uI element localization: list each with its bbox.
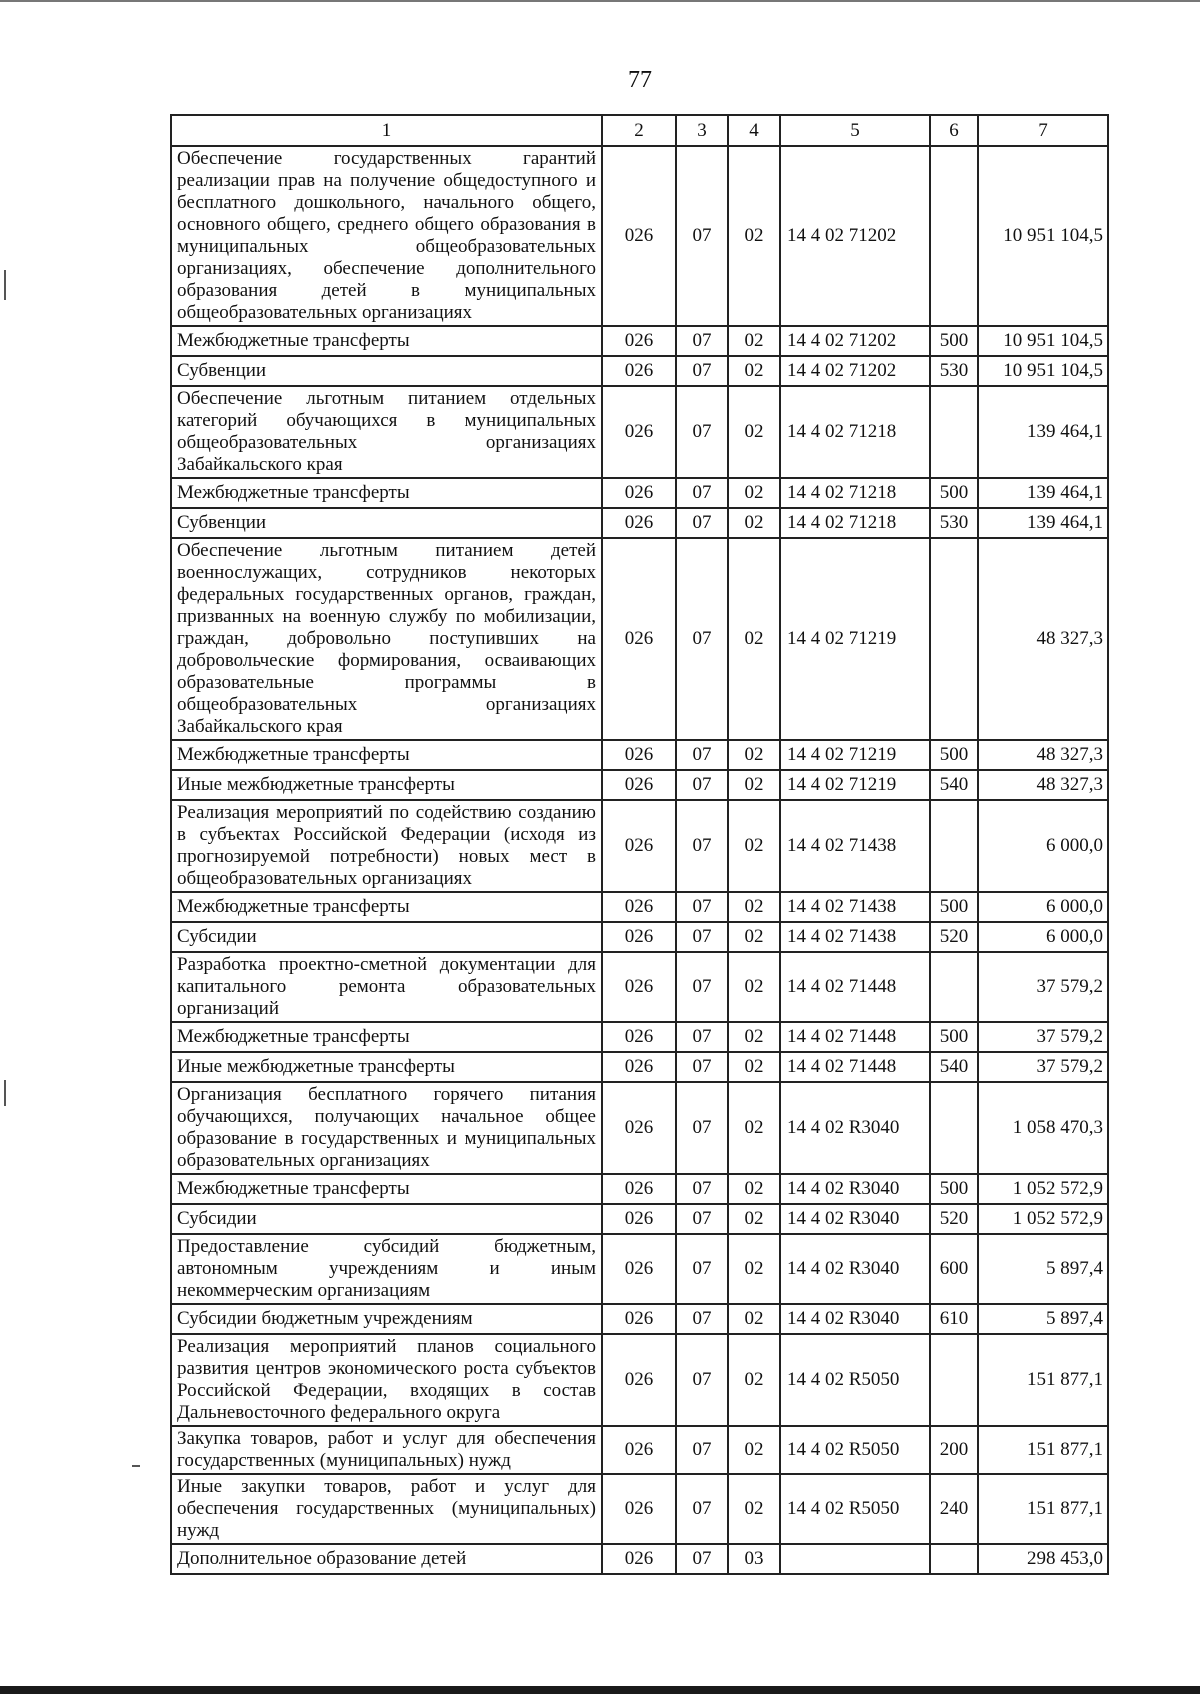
row-name-cell: Дополнительное образование детей <box>171 1544 602 1574</box>
expense-type-cell: 600 <box>930 1234 978 1304</box>
row-name-cell: Предоставление субсидий бюджетным, автономным учреждениям и иным некоммерческим организациям <box>171 1234 602 1304</box>
table-row <box>171 538 1108 740</box>
expense-type-cell: 530 <box>930 356 978 386</box>
section-code-cell: 07 <box>676 356 728 386</box>
ministry-code-cell: 026 <box>602 1052 676 1082</box>
ministry-code-cell: 026 <box>602 508 676 538</box>
row-name-cell: Межбюджетные трансферты <box>171 478 602 508</box>
amount-cell: 151 877,1 <box>978 1334 1108 1426</box>
expense-type-cell: 530 <box>930 508 978 538</box>
ministry-code-cell: 026 <box>602 1204 676 1234</box>
subsection-code-cell: 02 <box>728 1426 780 1474</box>
expense-type-cell: 200 <box>930 1426 978 1474</box>
section-code-cell: 07 <box>676 508 728 538</box>
table-row <box>171 478 1108 508</box>
target-article-cell: 14 4 02 71218 <box>780 508 930 538</box>
amount-cell: 48 327,3 <box>978 770 1108 800</box>
header-cell-6: 6 <box>930 115 978 146</box>
table-row <box>171 1204 1108 1234</box>
row-name-cell: Обеспечение льготным питанием детей военнослужащих, сотрудников некоторых федеральных государственных органов, граждан, призванных на военную службу по мобилизации, граждан, добровольно поступивших на добровольческие формирования, осваивающих образовательные программы в общеобразовательных организациях Забайкальского края <box>171 538 602 740</box>
target-article-cell: 14 4 02 R3040 <box>780 1174 930 1204</box>
subsection-code-cell: 02 <box>728 1334 780 1426</box>
ministry-code-cell: 026 <box>602 1304 676 1334</box>
target-article-cell: 14 4 02 71438 <box>780 800 930 892</box>
row-name-cell: Иные закупки товаров, работ и услуг для обеспечения государственных (муниципальных) нужд <box>171 1474 602 1544</box>
expense-type-cell: 500 <box>930 478 978 508</box>
table-row <box>171 800 1108 892</box>
target-article-cell: 14 4 02 71202 <box>780 146 930 326</box>
header-cell-2: 2 <box>602 115 676 146</box>
amount-cell: 139 464,1 <box>978 386 1108 478</box>
subsection-code-cell: 02 <box>728 386 780 478</box>
amount-cell: 6 000,0 <box>978 922 1108 952</box>
expense-type-cell: 520 <box>930 1204 978 1234</box>
header-cell-4: 4 <box>728 115 780 146</box>
amount-cell: 37 579,2 <box>978 1052 1108 1082</box>
target-article-cell: 14 4 02 71448 <box>780 1022 930 1052</box>
row-name-cell: Иные межбюджетные трансферты <box>171 1052 602 1082</box>
target-article-cell: 14 4 02 R3040 <box>780 1304 930 1334</box>
subsection-code-cell: 02 <box>728 1174 780 1204</box>
section-code-cell: 07 <box>676 1052 728 1082</box>
section-code-cell: 07 <box>676 1022 728 1052</box>
expense-type-cell: 610 <box>930 1304 978 1334</box>
amount-cell: 139 464,1 <box>978 508 1108 538</box>
table-row <box>171 386 1108 478</box>
bottom-border <box>0 1686 1200 1694</box>
subsection-code-cell: 02 <box>728 1022 780 1052</box>
target-article-cell <box>780 1544 930 1574</box>
table-row <box>171 146 1108 326</box>
table-row <box>171 952 1108 1022</box>
expense-type-cell: 500 <box>930 740 978 770</box>
subsection-code-cell: 02 <box>728 1204 780 1234</box>
target-article-cell: 14 4 02 R5050 <box>780 1474 930 1544</box>
expense-type-cell: 500 <box>930 1174 978 1204</box>
section-code-cell: 07 <box>676 1204 728 1234</box>
expense-type-cell <box>930 800 978 892</box>
header-cell-7: 7 <box>978 115 1108 146</box>
section-code-cell: 07 <box>676 800 728 892</box>
subsection-code-cell: 02 <box>728 1052 780 1082</box>
section-code-cell: 07 <box>676 1304 728 1334</box>
table-row <box>171 1304 1108 1334</box>
ministry-code-cell: 026 <box>602 1174 676 1204</box>
table-row <box>171 740 1108 770</box>
row-name-cell: Субвенции <box>171 508 602 538</box>
target-article-cell: 14 4 02 71218 <box>780 386 930 478</box>
subsection-code-cell: 02 <box>728 146 780 326</box>
amount-cell: 10 951 104,5 <box>978 146 1108 326</box>
target-article-cell: 14 4 02 71218 <box>780 478 930 508</box>
section-code-cell: 07 <box>676 146 728 326</box>
amount-cell: 48 327,3 <box>978 740 1108 770</box>
header-cell-1: 1 <box>171 115 602 146</box>
table-row <box>171 1174 1108 1204</box>
expense-type-cell <box>930 538 978 740</box>
table-row <box>171 1082 1108 1174</box>
table-row <box>171 922 1108 952</box>
ministry-code-cell: 026 <box>602 478 676 508</box>
expense-type-cell <box>930 1334 978 1426</box>
subsection-code-cell: 02 <box>728 1234 780 1304</box>
section-code-cell: 07 <box>676 1544 728 1574</box>
subsection-code-cell: 02 <box>728 892 780 922</box>
ministry-code-cell: 026 <box>602 770 676 800</box>
expense-type-cell: 500 <box>930 326 978 356</box>
ministry-code-cell: 026 <box>602 922 676 952</box>
header-cell-3: 3 <box>676 115 728 146</box>
top-border <box>0 0 1200 2</box>
ministry-code-cell: 026 <box>602 740 676 770</box>
section-code-cell: 07 <box>676 1474 728 1544</box>
subsection-code-cell: 02 <box>728 800 780 892</box>
table-row <box>171 1234 1108 1304</box>
row-name-cell: Межбюджетные трансферты <box>171 892 602 922</box>
target-article-cell: 14 4 02 71448 <box>780 1052 930 1082</box>
amount-cell: 139 464,1 <box>978 478 1108 508</box>
target-article-cell: 14 4 02 71219 <box>780 538 930 740</box>
row-name-cell: Субсидии <box>171 1204 602 1234</box>
section-code-cell: 07 <box>676 1426 728 1474</box>
table-row <box>171 892 1108 922</box>
target-article-cell: 14 4 02 R3040 <box>780 1234 930 1304</box>
row-name-cell: Обеспечение льготным питанием отдельных категорий обучающихся в муниципальных общеобразовательных организациях Забайкальского края <box>171 386 602 478</box>
target-article-cell: 14 4 02 71202 <box>780 326 930 356</box>
subsection-code-cell: 02 <box>728 1474 780 1544</box>
table-row <box>171 508 1108 538</box>
amount-cell: 1 058 470,3 <box>978 1082 1108 1174</box>
expense-type-cell <box>930 1544 978 1574</box>
expense-type-cell <box>930 1082 978 1174</box>
ministry-code-cell: 026 <box>602 538 676 740</box>
row-name-cell: Межбюджетные трансферты <box>171 1022 602 1052</box>
target-article-cell: 14 4 02 R3040 <box>780 1204 930 1234</box>
expense-type-cell <box>930 146 978 326</box>
amount-cell: 37 579,2 <box>978 1022 1108 1052</box>
scan-mark-left-3 <box>132 1465 140 1467</box>
amount-cell: 1 052 572,9 <box>978 1204 1108 1234</box>
expense-type-cell <box>930 952 978 1022</box>
subsection-code-cell: 02 <box>728 508 780 538</box>
section-code-cell: 07 <box>676 1234 728 1304</box>
expense-type-cell: 520 <box>930 922 978 952</box>
row-name-cell: Реализация мероприятий планов социального развития центров экономического роста субъектов Российской Федерации, входящих в состав Дальневосточного федерального округа <box>171 1334 602 1426</box>
ministry-code-cell: 026 <box>602 1082 676 1174</box>
section-code-cell: 07 <box>676 740 728 770</box>
target-article-cell: 14 4 02 R5050 <box>780 1334 930 1426</box>
amount-cell: 151 877,1 <box>978 1426 1108 1474</box>
subsection-code-cell: 03 <box>728 1544 780 1574</box>
table-row <box>171 1022 1108 1052</box>
row-name-cell: Организация бесплатного горячего питания обучающихся, получающих начальное общее образование в государственных и муниципальных образовательных организациях <box>171 1082 602 1174</box>
section-code-cell: 07 <box>676 478 728 508</box>
table-row <box>171 1426 1108 1474</box>
amount-cell: 10 951 104,5 <box>978 326 1108 356</box>
section-code-cell: 07 <box>676 770 728 800</box>
section-code-cell: 07 <box>676 538 728 740</box>
table-row <box>171 770 1108 800</box>
row-name-cell: Реализация мероприятий по содействию созданию в субъектах Российской Федерации (исходя из прогнозируемой потребности) новых мест в общеобразовательных организациях <box>171 800 602 892</box>
amount-cell: 298 453,0 <box>978 1544 1108 1574</box>
row-name-cell: Иные межбюджетные трансферты <box>171 770 602 800</box>
target-article-cell: 14 4 02 71438 <box>780 892 930 922</box>
target-article-cell: 14 4 02 71219 <box>780 770 930 800</box>
subsection-code-cell: 02 <box>728 1304 780 1334</box>
expense-type-cell: 540 <box>930 770 978 800</box>
amount-cell: 6 000,0 <box>978 892 1108 922</box>
section-code-cell: 07 <box>676 386 728 478</box>
amount-cell: 37 579,2 <box>978 952 1108 1022</box>
ministry-code-cell: 026 <box>602 386 676 478</box>
amount-cell: 48 327,3 <box>978 538 1108 740</box>
subsection-code-cell: 02 <box>728 770 780 800</box>
section-code-cell: 07 <box>676 952 728 1022</box>
expense-type-cell: 500 <box>930 1022 978 1052</box>
scan-mark-left-1 <box>4 270 6 300</box>
target-article-cell: 14 4 02 71219 <box>780 740 930 770</box>
section-code-cell: 07 <box>676 1334 728 1426</box>
ministry-code-cell: 026 <box>602 356 676 386</box>
ministry-code-cell: 026 <box>602 1234 676 1304</box>
section-code-cell: 07 <box>676 1174 728 1204</box>
ministry-code-cell: 026 <box>602 800 676 892</box>
subsection-code-cell: 02 <box>728 538 780 740</box>
row-name-cell: Межбюджетные трансферты <box>171 1174 602 1204</box>
row-name-cell: Субсидии <box>171 922 602 952</box>
table-row <box>171 1474 1108 1544</box>
header-cell-5: 5 <box>780 115 930 146</box>
expense-type-cell <box>930 386 978 478</box>
row-name-cell: Межбюджетные трансферты <box>171 326 602 356</box>
row-name-cell: Закупка товаров, работ и услуг для обеспечения государственных (муниципальных) нужд <box>171 1426 602 1474</box>
target-article-cell: 14 4 02 71448 <box>780 952 930 1022</box>
section-code-cell: 07 <box>676 326 728 356</box>
table-row <box>171 1544 1108 1574</box>
ministry-code-cell: 026 <box>602 952 676 1022</box>
subsection-code-cell: 02 <box>728 1082 780 1174</box>
section-code-cell: 07 <box>676 1082 728 1174</box>
ministry-code-cell: 026 <box>602 892 676 922</box>
section-code-cell: 07 <box>676 892 728 922</box>
row-name-cell: Обеспечение государственных гарантий реализации прав на получение общедоступного и бесплатного дошкольного, начального общего, основного общего, среднего общего образования в муниципальных общеобразовательных организациях, обеспечение дополнительного образования детей в муниципальных общеобразовательных организациях <box>171 146 602 326</box>
ministry-code-cell: 026 <box>602 1474 676 1544</box>
amount-cell: 6 000,0 <box>978 800 1108 892</box>
subsection-code-cell: 02 <box>728 356 780 386</box>
page-number: 77 <box>628 67 652 93</box>
expense-type-cell: 240 <box>930 1474 978 1544</box>
budget-table <box>170 114 1109 1575</box>
ministry-code-cell: 026 <box>602 1544 676 1574</box>
section-code-cell: 07 <box>676 922 728 952</box>
table-row <box>171 1334 1108 1426</box>
table-row <box>171 356 1108 386</box>
ministry-code-cell: 026 <box>602 1022 676 1052</box>
target-article-cell: 14 4 02 R3040 <box>780 1082 930 1174</box>
subsection-code-cell: 02 <box>728 326 780 356</box>
target-article-cell: 14 4 02 71438 <box>780 922 930 952</box>
target-article-cell: 14 4 02 71202 <box>780 356 930 386</box>
subsection-code-cell: 02 <box>728 740 780 770</box>
ministry-code-cell: 026 <box>602 1334 676 1426</box>
ministry-code-cell: 026 <box>602 326 676 356</box>
amount-cell: 5 897,4 <box>978 1234 1108 1304</box>
subsection-code-cell: 02 <box>728 952 780 1022</box>
table-header-row <box>171 115 1108 146</box>
row-name-cell: Межбюджетные трансферты <box>171 740 602 770</box>
scan-mark-left-2 <box>4 1080 6 1106</box>
subsection-code-cell: 02 <box>728 478 780 508</box>
expense-type-cell: 500 <box>930 892 978 922</box>
row-name-cell: Субсидии бюджетным учреждениям <box>171 1304 602 1334</box>
subsection-code-cell: 02 <box>728 922 780 952</box>
amount-cell: 151 877,1 <box>978 1474 1108 1544</box>
ministry-code-cell: 026 <box>602 1426 676 1474</box>
table-row <box>171 326 1108 356</box>
amount-cell: 10 951 104,5 <box>978 356 1108 386</box>
row-name-cell: Разработка проектно-сметной документации для капитального ремонта образовательных организаций <box>171 952 602 1022</box>
expense-type-cell: 540 <box>930 1052 978 1082</box>
ministry-code-cell: 026 <box>602 146 676 326</box>
table-row <box>171 1052 1108 1082</box>
target-article-cell: 14 4 02 R5050 <box>780 1426 930 1474</box>
row-name-cell: Субвенции <box>171 356 602 386</box>
amount-cell: 1 052 572,9 <box>978 1174 1108 1204</box>
amount-cell: 5 897,4 <box>978 1304 1108 1334</box>
